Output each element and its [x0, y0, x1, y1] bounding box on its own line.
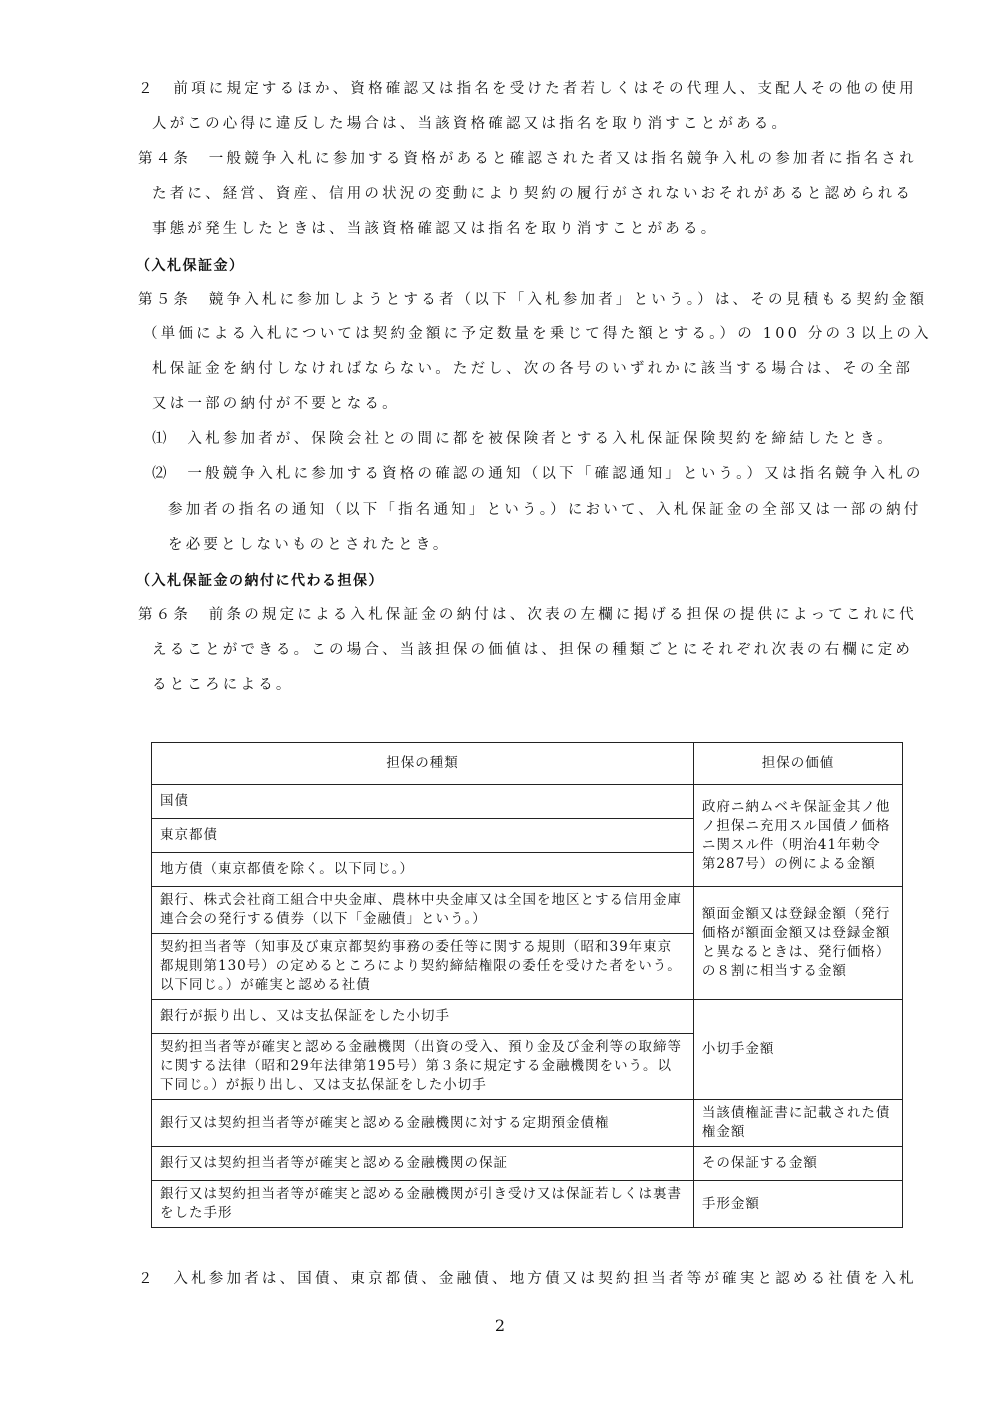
- list-item: ⑵ 一般競争入札に参加する資格の確認の通知（以下「確認通知」という。）又は指名競争入札の: [152, 466, 924, 482]
- section-heading: （入札保証金の納付に代わる担保）: [136, 573, 384, 589]
- table-row: [152, 1100, 903, 1147]
- table-row: [152, 1147, 903, 1181]
- table-row: [152, 785, 903, 819]
- list-item: ⑴ 入札参加者が、保険会社との間に都を被保険者とする入札保証保険契約を締結したとき。: [152, 431, 895, 447]
- collateral-type-cell: 契約担当者等（知事及び東京都契約事務の委任等に関する規則（昭和39年東京都規則第130号）の定めるところにより契約締結権限の委任を受けた者をいう。以下同じ。）が確実と認める社債: [152, 934, 694, 1000]
- paragraph-line: 事態が発生したときは、当該資格確認又は指名を取り消すことがある。: [152, 221, 719, 237]
- page-number: 2: [494, 1316, 506, 1335]
- collateral-table: [151, 742, 903, 1228]
- table-header-row: [152, 743, 903, 785]
- table-row: [152, 1000, 903, 1034]
- section-heading: （入札保証金）: [136, 258, 245, 274]
- article-5-line: 第５条 競争入札に参加しようとする者（以下「入札参加者」という。）は、その見積もる契約金額: [138, 292, 928, 308]
- paragraph-line: ２ 前項に規定するほか、資格確認又は指名を受けた者若しくはその代理人、支配人その他の使用: [138, 81, 917, 97]
- paragraph-line: 人がこの心得に違反した場合は、当該資格確認又は指名を取り消すことがある。: [152, 116, 790, 132]
- paragraph-line: た者に、経営、資産、信用の状況の変動により契約の履行がされないおそれがあると認められる: [152, 186, 914, 202]
- collateral-value-cell: 手形金額: [693, 1181, 902, 1228]
- collateral-value-cell: 当該債権証書に記載された債権金額: [693, 1100, 902, 1147]
- paragraph-line: えることができる。この場合、当該担保の価値は、担保の種類ごとにそれぞれ次表の右欄に定め: [152, 642, 914, 658]
- collateral-type-cell: 銀行、株式会社商工組合中央金庫、農林中央金庫又は全国を地区とする信用金庫連合会の発行する債券（以下「金融債」という。）: [152, 887, 694, 934]
- collateral-type-cell: 銀行又は契約担当者等が確実と認める金融機関に対する定期預金債権: [152, 1100, 694, 1147]
- table-header-cell: 担保の種類: [152, 743, 694, 785]
- collateral-value-cell: その保証する金額: [693, 1147, 902, 1181]
- article-4-line: 第４条 一般競争入札に参加する資格があると確認された者又は指名競争入札の参加者に指名され: [138, 151, 917, 167]
- collateral-type-cell: 東京都債: [152, 819, 694, 853]
- table-row: [152, 887, 903, 934]
- collateral-type-cell: 銀行又は契約担当者等が確実と認める金融機関が引き受け又は保証若しくは裏書をした手形: [152, 1181, 694, 1228]
- collateral-value-cell: 政府ニ納ムベキ保証金其ノ他ノ担保ニ充用スル国債ノ価格ニ関スル件（明治41年勅令第287号）の例による金額: [693, 785, 902, 887]
- paragraph-line: 参加者の指名の通知（以下「指名通知」という。）において、入札保証金の全部又は一部の納付: [168, 502, 922, 518]
- paragraph-line: ２ 入札参加者は、国債、東京都債、金融債、地方債又は契約担当者等が確実と認める社債を入札: [138, 1271, 917, 1287]
- collateral-type-cell: 国債: [152, 785, 694, 819]
- collateral-value-cell: 小切手金額: [693, 1000, 902, 1100]
- table-row: [152, 1181, 903, 1228]
- collateral-type-cell: 銀行又は契約担当者等が確実と認める金融機関の保証: [152, 1147, 694, 1181]
- paragraph-line: るところによる。: [152, 677, 294, 693]
- collateral-value-cell: 額面金額又は登録金額（発行価格が額面金額又は登録金額と異なるときは、発行価格）の８割に相当する金額: [693, 887, 902, 1000]
- table-header-cell: 担保の価値: [693, 743, 902, 785]
- collateral-type-cell: 契約担当者等が確実と認める金融機関（出資の受入、預り金及び金利等の取締等に関する法律（昭和29年法律第195号）第３条に規定する金融機関をいう。以下同じ。）が振り出し、又は支払保証をした小切手: [152, 1034, 694, 1100]
- paragraph-line: を必要としないものとされたとき。: [168, 537, 451, 553]
- paragraph-line: （単価による入札については契約金額に予定数量を乗じて得た額とする。）の 100 分の３以上の入: [143, 326, 932, 342]
- article-6-line: 第６条 前条の規定による入札保証金の納付は、次表の左欄に掲げる担保の提供によってこれに代: [138, 607, 917, 623]
- collateral-type-cell: 地方債（東京都債を除く。以下同じ。）: [152, 853, 694, 887]
- paragraph-line: 又は一部の納付が不要となる。: [152, 396, 400, 412]
- paragraph-line: 札保証金を納付しなければならない。ただし、次の各号のいずれかに該当する場合は、その全部: [152, 361, 914, 377]
- collateral-type-cell: 銀行が振り出し、又は支払保証をした小切手: [152, 1000, 694, 1034]
